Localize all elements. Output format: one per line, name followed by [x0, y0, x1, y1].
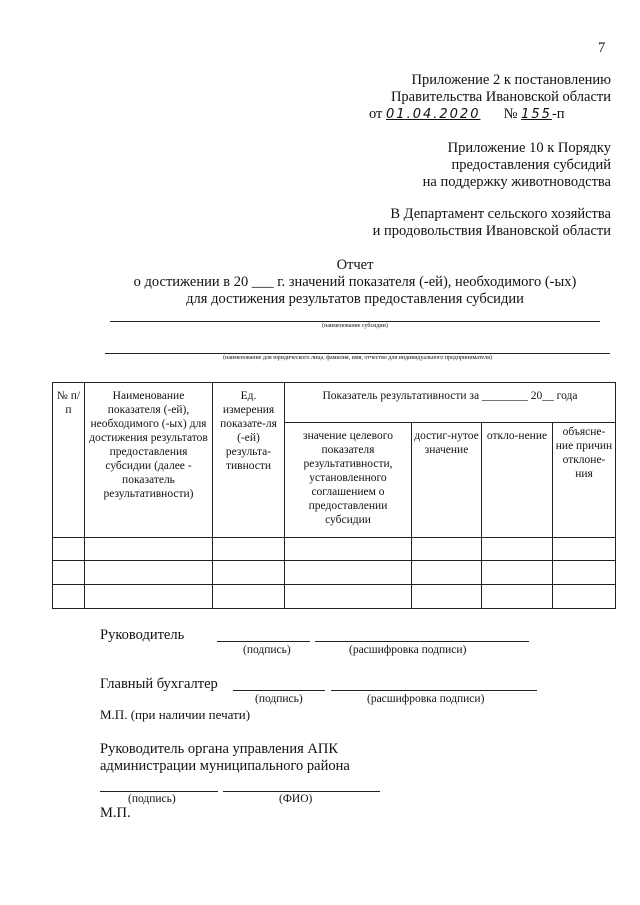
table-cell[interactable]	[85, 561, 213, 585]
chief-accountant-label: Главный бухгалтер	[100, 676, 218, 692]
head-label: Руководитель	[100, 627, 185, 643]
header-deviation: откло-нение	[482, 423, 553, 538]
table-cell[interactable]	[213, 538, 285, 561]
addressee-line-1: В Департамент сельского хозяйства	[390, 206, 611, 222]
table-cell[interactable]	[285, 585, 412, 609]
header-performance-group: Показатель результативности за ________ 20__ года	[285, 383, 616, 423]
number-suffix: -п	[551, 106, 565, 122]
date-prefix: от	[369, 106, 383, 122]
head-signature-caption: (подпись)	[243, 644, 291, 656]
decree-date-number	[369, 106, 565, 123]
table-cell[interactable]	[213, 585, 285, 609]
table-cell[interactable]	[553, 561, 616, 585]
head-decode-line[interactable]	[315, 641, 529, 642]
table-cell[interactable]	[53, 538, 85, 561]
table-cell[interactable]	[53, 561, 85, 585]
table-row	[53, 585, 616, 609]
table-cell[interactable]	[85, 538, 213, 561]
accountant-decode-line[interactable]	[331, 690, 537, 691]
header-achieved-value: достиг-нутое значение	[412, 423, 482, 538]
table-cell[interactable]	[553, 538, 616, 561]
stamp-note: М.П. (при наличии печати)	[100, 707, 251, 722]
table-cell[interactable]	[285, 561, 412, 585]
table-row	[53, 538, 616, 561]
table-cell[interactable]	[482, 585, 553, 609]
table-cell[interactable]	[85, 585, 213, 609]
table-cell[interactable]	[412, 538, 482, 561]
table-cell[interactable]	[285, 538, 412, 561]
table-cell[interactable]	[412, 561, 482, 585]
report-subtitle-line-1: о достижении в 20 ___ г. значений показателя (-ей), необходимого (-ых)	[133, 274, 577, 290]
table-cell[interactable]	[53, 585, 85, 609]
header-num: № п/п	[53, 383, 85, 538]
apk-stamp: М.П.	[100, 805, 131, 821]
subsidy-name-caption: (наименование субсидии)	[322, 323, 388, 329]
header-line-2: Правительства Ивановской области	[390, 89, 611, 105]
apk-signature-caption: (подпись)	[128, 793, 176, 805]
date-value: 01.04.2020	[386, 107, 481, 122]
report-title: Отчет	[336, 257, 374, 273]
head-decode-caption: (расшифровка подписи)	[349, 644, 467, 656]
appendix-line-3: на поддержку животноводства	[422, 174, 611, 190]
table-cell[interactable]	[482, 538, 553, 561]
accountant-signature-line[interactable]	[233, 690, 325, 691]
table-cell[interactable]	[482, 561, 553, 585]
table-cell[interactable]	[412, 585, 482, 609]
accountant-decode-caption: (расшифровка подписи)	[367, 693, 485, 705]
number-prefix: №	[503, 106, 518, 122]
header-unit: Ед. измерения показате-ля (-ей) результа-тивности	[213, 383, 285, 538]
accountant-signature-caption: (подпись)	[255, 693, 303, 705]
head-signature-line[interactable]	[217, 641, 310, 642]
header-indicator-name: Наименование показателя (-ей), необходимого (-ых) для достижения результатов предоставления субсидии (далее - показатель результативности)	[85, 383, 213, 538]
table-cell[interactable]	[553, 585, 616, 609]
addressee-line-2: и продовольствия Ивановской области	[372, 223, 611, 239]
header-target-value: значение целевого показателя результативности, установленного соглашением о предоставлении субсидии	[285, 423, 412, 538]
header-line-1: Приложение 2 к постановлению	[411, 72, 611, 88]
page-number: 7	[598, 40, 606, 56]
number-value: 155	[521, 107, 552, 122]
appendix-line-2: предоставления субсидий	[451, 157, 611, 173]
apk-head-line-2: администрации муниципального района	[100, 758, 350, 774]
header-deviation-reason: объясне-ние причин отклоне-ния	[553, 423, 616, 538]
appendix-line-1: Приложение 10 к Порядку	[447, 140, 611, 156]
table-row	[53, 561, 616, 585]
recipient-caption: (наименование для юридического лица, фамилия, имя, отчество для индивидуального предпринимателя)	[223, 355, 492, 361]
apk-head-line-1: Руководитель органа управления АПК	[100, 741, 338, 757]
table-cell[interactable]	[213, 561, 285, 585]
report-subtitle-line-2: для достижения результатов предоставления субсидии	[186, 291, 524, 307]
apk-fio-caption: (ФИО)	[279, 793, 313, 805]
report-table	[52, 382, 616, 609]
